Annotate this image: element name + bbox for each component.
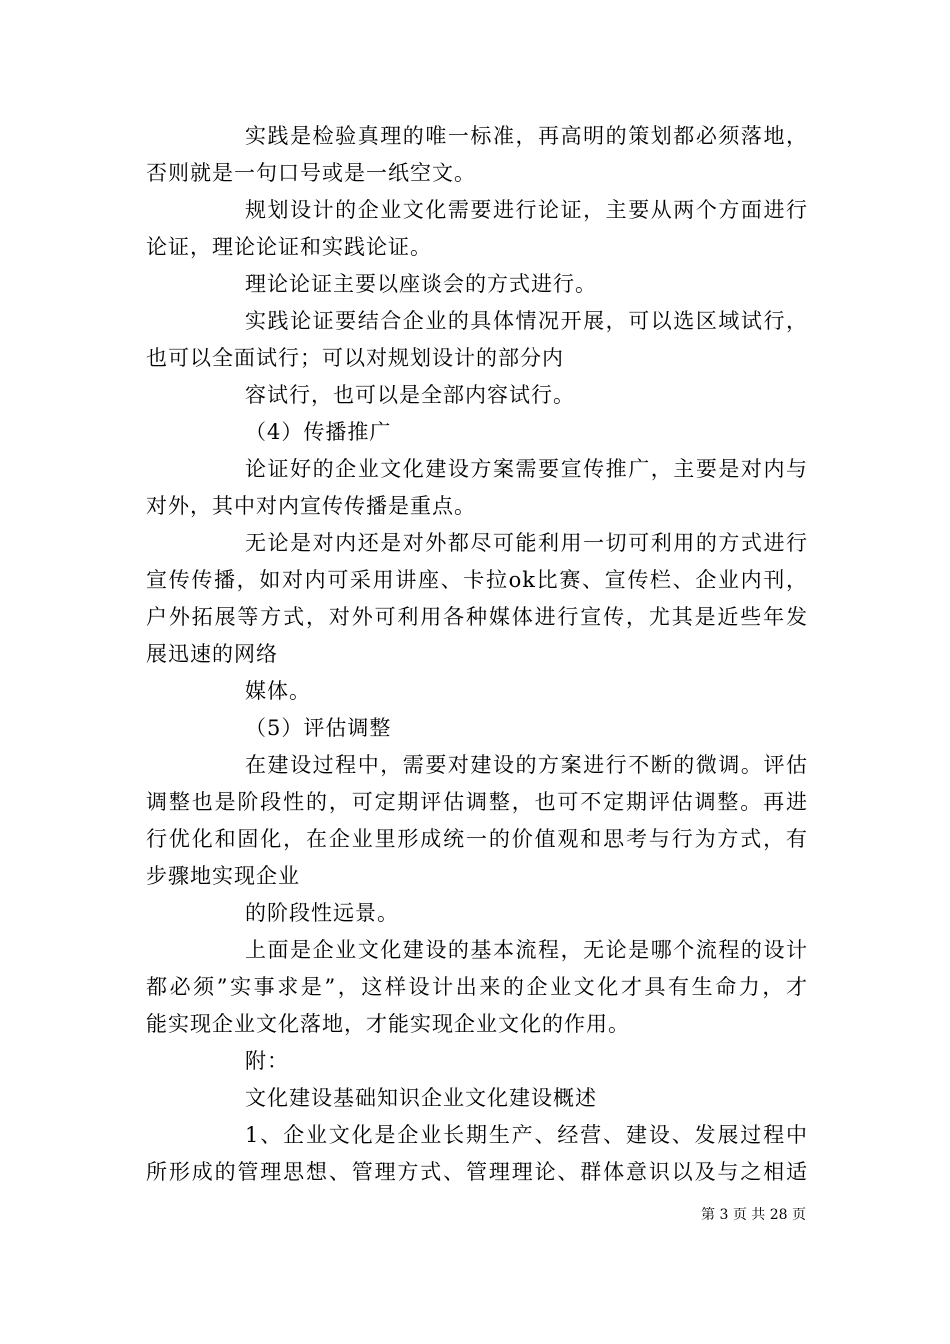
text-line: 都必须”实事求是”，这样设计出来的企业文化才具有生命力，才: [146, 975, 808, 999]
section-heading: （5）评估调整: [245, 716, 392, 740]
text-line: 展迅速的网络: [146, 642, 278, 666]
text-line: 否则就是一句口号或是一纸空文。: [146, 161, 476, 185]
text-line: 的阶段性远景。: [245, 901, 399, 925]
text-line: 调整也是阶段性的，可定期评估调整，也可不定期评估调整。再进: [146, 790, 808, 814]
text-line: 宣传传播，如对内可采用讲座、卡拉ok比赛、宣传栏、企业内刊，: [146, 568, 808, 592]
text-line: 步骤地实现企业: [146, 864, 300, 888]
text-line: 也可以全面试行；可以对规划设计的部分内: [146, 346, 564, 370]
text-line: 附：: [245, 1049, 289, 1073]
body-text: [146, 118, 808, 1191]
text-line: 上面是企业文化建设的基本流程，无论是哪个流程的设计: [245, 938, 808, 962]
text-line: 1、企业文化是企业长期生产、经营、建设、发展过程中: [245, 1123, 808, 1147]
text-line: 能实现企业文化落地，才能实现企业文化的作用。: [146, 1012, 630, 1036]
text-line: 文化建设基础知识企业文化建设概述: [245, 1086, 597, 1110]
text-line: 论证，理论论证和实践论证。: [146, 235, 432, 259]
text-line: 户外拓展等方式，对外可利用各种媒体进行宣传，尤其是近些年发: [146, 605, 808, 629]
text-line: 媒体。: [245, 679, 311, 703]
page-footer: 第 3 页 共 28 页: [701, 1207, 806, 1223]
text-line: 行优化和固化，在企业里形成统一的价值观和思考与行为方式，有: [146, 827, 808, 851]
text-line: 实践论证要结合企业的具体情况开展，可以选区域试行，: [245, 309, 808, 333]
text-line: 对外，其中对内宣传传播是重点。: [146, 494, 476, 518]
text-line: 无论是对内还是对外都尽可能利用一切可利用的方式进行: [245, 531, 808, 555]
section-heading: （4）传播推广: [245, 420, 392, 444]
text-line: 所形成的管理思想、管理方式、管理理论、群体意识以及与之相适: [146, 1160, 808, 1184]
text-line: 在建设过程中，需要对建设的方案进行不断的微调。评估: [245, 753, 808, 777]
text-line: 规划设计的企业文化需要进行论证，主要从两个方面进行: [245, 198, 808, 222]
text-line: 容试行，也可以是全部内容试行。: [245, 383, 575, 407]
text-line: 理论论证主要以座谈会的方式进行。: [245, 272, 597, 296]
text-line: 论证好的企业文化建设方案需要宣传推广，主要是对内与: [245, 457, 808, 481]
text-line: 实践是检验真理的唯一标准，再高明的策划都必须落地，: [245, 124, 808, 148]
